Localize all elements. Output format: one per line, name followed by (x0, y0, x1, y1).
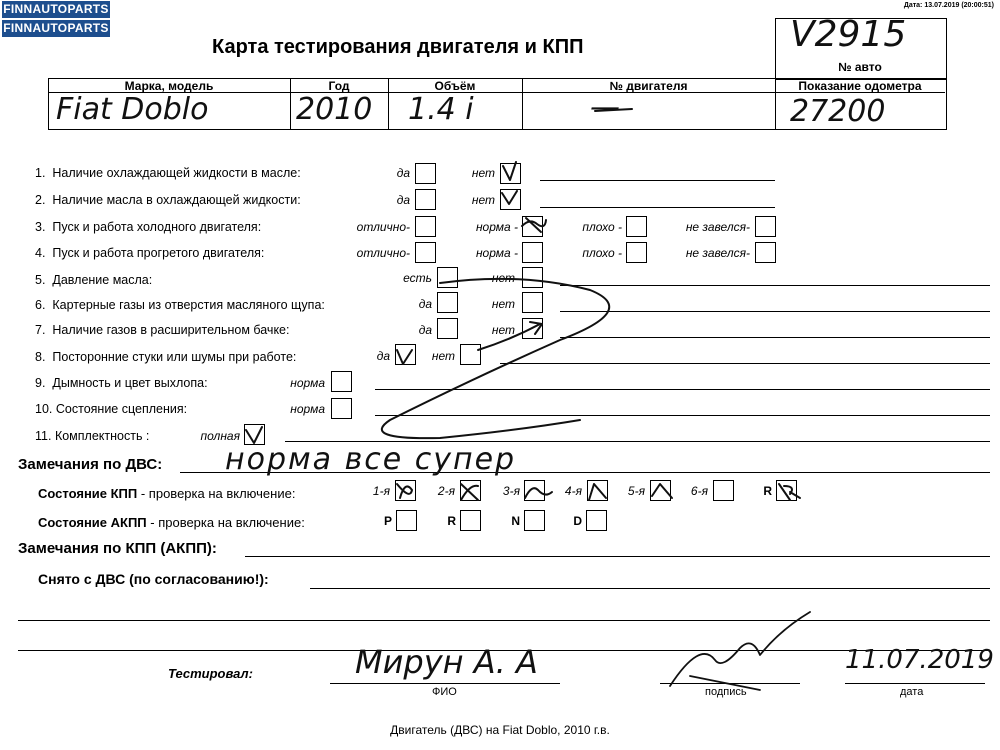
print-date: Дата: 13.07.2019 (20:00:51) (903, 2, 994, 9)
gearbox-remarks-label: Замечания по КПП (АКПП): (18, 540, 217, 557)
at-gear-p-label: P (383, 514, 392, 528)
vehicle-no-label: № авто (838, 60, 882, 74)
engine-no-dash (595, 109, 632, 111)
mt-state-label: Состояние КПП - проверка на включение: (38, 486, 296, 501)
item-8: 8. Посторонние стуки или шумы при работе: (35, 350, 297, 364)
sign-caption: подпись (705, 686, 747, 698)
item-6: 6. Картерные газы из отверстия масляного щупа: (35, 298, 325, 312)
item-1-opt-yes: да (396, 166, 410, 180)
item-7-arrow (478, 322, 542, 350)
item-1: 1. Наличие охлаждающей жидкости в масле: (35, 166, 301, 180)
header-engine-no: № двигателя (609, 79, 688, 93)
item-2-checkmark (502, 191, 517, 204)
item-4-opt-nostart: не завелся- (685, 246, 750, 260)
header-volume: Объём (434, 79, 476, 93)
item-8-checkmark (397, 350, 412, 364)
item-3-checkmark (522, 218, 546, 232)
item-11-opt-full: полная (200, 429, 240, 443)
value-make-model: Fiat Doblo (56, 92, 209, 127)
item-10-opt-normal: норма (290, 402, 325, 416)
date-caption: дата (900, 686, 924, 698)
item-8-opt-no: нет (431, 349, 455, 363)
item-7-opt-no: нет (491, 323, 515, 337)
item-2-opt-yes: да (396, 193, 410, 207)
vehicle-no-value: V2915 (790, 14, 907, 55)
mt-gear-2-mark (461, 484, 478, 500)
tested-by-name: Мирун А. А (355, 643, 538, 681)
mt-gear-r-mark (779, 484, 800, 500)
item-3-opt-bad: плохо - (582, 220, 622, 234)
item-9-opt-normal: норма (290, 376, 325, 390)
item-6-opt-no: нет (491, 297, 515, 311)
item-3-opt-nostart: не завелся- (685, 220, 750, 234)
logo-bottom: FINNAUTOPARTS (3, 21, 109, 35)
removed-label: Снято с ДВС (по согласованию!): (38, 571, 269, 587)
name-caption: ФИО (432, 686, 457, 698)
engine-remarks-value: норма все супер (225, 442, 517, 477)
header-year: Год (328, 79, 350, 93)
tested-by-date: 11.07.2019 (845, 645, 994, 675)
at-gear-r-label: R (447, 514, 456, 528)
item-2: 2. Наличие масла в охлаждающей жидкости: (35, 193, 301, 207)
item-11-checkmark (246, 427, 262, 443)
item-4-opt-excellent: отлично- (356, 246, 410, 260)
mt-gear-5-mark (652, 484, 672, 498)
item-9: 9. Дымность и цвет выхлопа: (35, 376, 208, 390)
header-odometer: Показание одометра (798, 79, 922, 93)
mt-gear-2-label: 2-я (437, 484, 455, 498)
item-5-opt-yes: есть (403, 271, 432, 285)
page-title: Карта тестирования двигателя и КПП (212, 36, 584, 58)
value-engine-no: — (590, 90, 620, 125)
mt-gear-1-label: 1-я (372, 484, 390, 498)
at-gear-n-label: N (511, 514, 520, 528)
mt-gear-3-label: 3-я (502, 484, 520, 498)
items-5-11-sweep (382, 279, 609, 438)
item-1-opt-no: нет (471, 166, 495, 180)
item-5: 5. Давление масла: (35, 273, 153, 287)
engine-remarks-label: Замечания по ДВС: (18, 456, 163, 473)
mt-gear-r-label: R (763, 484, 772, 498)
at-state-label: Состояние АКПП - проверка на включение: (38, 515, 305, 530)
item-11: 11. Комплектность : (35, 429, 150, 443)
item-4: 4. Пуск и работа прогретого двигателя: (35, 246, 265, 260)
mt-gear-4-mark (589, 484, 606, 500)
item-3-opt-excellent: отлично- (356, 220, 410, 234)
at-gear-d-label: D (573, 514, 582, 528)
logo-top: FINNAUTOPARTS (3, 2, 109, 16)
value-year: 2010 (296, 92, 373, 127)
item-1-checkmark (503, 162, 516, 180)
item-7-opt-yes: да (418, 323, 432, 337)
item-3: 3. Пуск и работа холодного двигателя: (35, 220, 262, 234)
item-4-opt-bad: плохо - (582, 246, 622, 260)
mt-gear-6-label: 6-я (690, 484, 708, 498)
value-volume: 1.4 i (408, 92, 474, 127)
item-2-opt-no: нет (471, 193, 495, 207)
value-odometer: 27200 (790, 94, 886, 129)
header-make-model: Марка, модель (124, 79, 214, 93)
item-3-opt-normal: норма - (475, 220, 518, 234)
item-6-opt-yes: да (418, 297, 432, 311)
item-4-opt-normal: норма - (475, 246, 518, 260)
image-caption: Двигатель (ДВС) на Fiat Doblo, 2010 г.в. (390, 723, 610, 737)
item-10: 10. Состояние сцепления: (35, 402, 188, 416)
signature (670, 612, 810, 690)
mt-gear-1-mark (397, 484, 412, 498)
mt-gear-4-label: 4-я (564, 484, 582, 498)
item-7: 7. Наличие газов в расширительном бачке: (35, 323, 290, 337)
mt-gear-3-mark (525, 488, 552, 498)
item-8-opt-yes: да (376, 349, 390, 363)
tested-by-label: Тестировал: (168, 666, 253, 681)
item-5-opt-no: нет (491, 271, 515, 285)
mt-gear-5-label: 5-я (627, 484, 645, 498)
